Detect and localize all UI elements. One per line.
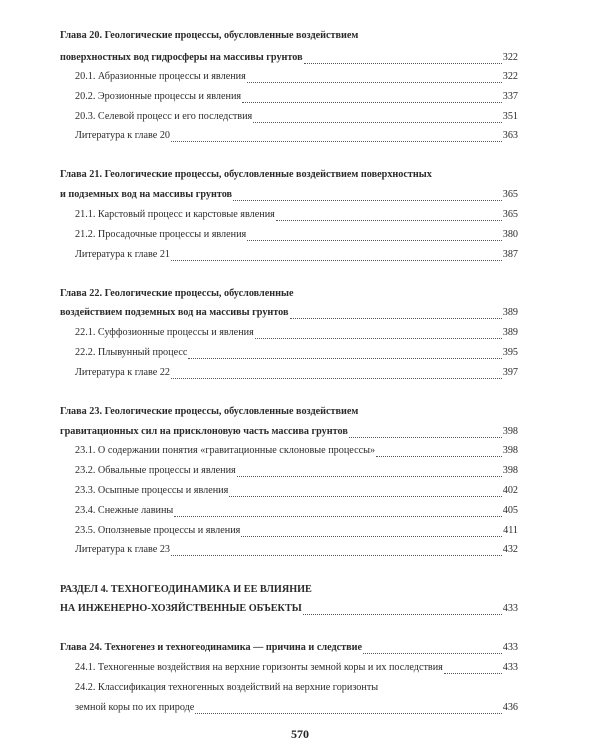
dot-leader bbox=[290, 309, 502, 319]
toc-entry-page: 387 bbox=[502, 249, 518, 260]
toc-entry bbox=[60, 306, 518, 320]
dot-leader bbox=[195, 704, 501, 714]
toc-entry bbox=[75, 110, 518, 124]
toc-entry-page: 365 bbox=[502, 209, 518, 220]
toc-entry-title: РАЗДЕЛ 4. ТЕХНОГЕОДИНАМИКА И ЕЕ ВЛИЯНИЕ bbox=[60, 584, 312, 595]
toc-entry bbox=[75, 701, 518, 715]
toc-entry-title: Глава 20. Геологические процессы, обусловленные воздействием bbox=[60, 30, 359, 41]
toc-entry-title: гравитационных сил на присклоновую часть массива грунтов bbox=[60, 426, 348, 437]
toc-entry-title: воздействием подземных вод на массивы грунтов bbox=[60, 307, 289, 318]
toc-entry-title: Глава 22. Геологические процессы, обусловленные bbox=[60, 288, 294, 299]
toc-entry-title: 23.1. О содержании понятия «гравитационные склоновые процессы» bbox=[75, 445, 376, 456]
dot-leader bbox=[255, 329, 502, 339]
toc-entry-title: 22.1. Суффозионные процессы и явления bbox=[75, 327, 254, 338]
toc-entry-title: 24.2. Классификация техногенных воздействий на верхние горизонты bbox=[75, 682, 379, 693]
toc-entry-title: и подземных вод на массивы грунтов bbox=[60, 189, 233, 200]
toc-entry-title: 20.2. Эрозионные процессы и явления bbox=[75, 91, 242, 102]
toc-entry-title: 20.3. Селевой процесс и его последствия bbox=[75, 111, 253, 122]
dot-leader bbox=[304, 54, 502, 64]
toc-entry bbox=[60, 583, 518, 597]
toc-entry-page: 433 bbox=[502, 603, 518, 614]
dot-leader bbox=[247, 73, 502, 83]
dot-leader bbox=[171, 369, 502, 379]
toc-entry bbox=[75, 346, 518, 360]
toc-entry-page: 433 bbox=[502, 662, 518, 673]
toc-entry bbox=[75, 464, 518, 478]
toc-entry-title: 23.2. Обвальные процессы и явления bbox=[75, 465, 236, 476]
dot-leader bbox=[229, 487, 501, 497]
toc-entry-title: Литература к главе 22 bbox=[75, 367, 171, 378]
toc-entry-page: 405 bbox=[502, 505, 518, 516]
toc-entry-page: 389 bbox=[502, 327, 518, 338]
dot-leader bbox=[242, 93, 502, 103]
toc-entry-page: 322 bbox=[502, 71, 518, 82]
toc-entry bbox=[75, 70, 518, 84]
toc-entry bbox=[60, 602, 518, 616]
toc-entry bbox=[75, 228, 518, 242]
toc-entry-page: 337 bbox=[502, 91, 518, 102]
toc-entry bbox=[75, 484, 518, 498]
toc-entry-title: поверхностных вод гидросферы на массивы грунтов bbox=[60, 52, 303, 63]
toc-entry bbox=[75, 524, 518, 538]
toc-entry-title: Глава 23. Геологические процессы, обусловленные воздействием bbox=[60, 406, 359, 417]
toc-entry-title: 23.5. Оползневые процессы и явления bbox=[75, 525, 241, 536]
page-number: 570 bbox=[291, 727, 309, 741]
toc-entry bbox=[60, 287, 518, 301]
toc-entry-page: 398 bbox=[502, 465, 518, 476]
toc-entry-page: 365 bbox=[502, 189, 518, 200]
dot-leader bbox=[376, 447, 502, 457]
dot-leader bbox=[241, 527, 502, 537]
toc-entry bbox=[60, 641, 518, 655]
dot-leader bbox=[171, 132, 502, 142]
dot-leader bbox=[237, 467, 502, 477]
toc-entry-title: Глава 21. Геологические процессы, обусловленные воздействием поверхностных bbox=[60, 169, 432, 180]
toc-entry-page: 411 bbox=[503, 525, 518, 536]
toc-entry bbox=[75, 661, 518, 675]
toc-entry-title: 23.3. Осыпные процессы и явления bbox=[75, 485, 229, 496]
toc-entry-title: 23.4. Снежные лавины bbox=[75, 505, 174, 516]
toc-entry bbox=[75, 504, 518, 518]
dot-leader bbox=[233, 191, 502, 201]
dot-leader bbox=[247, 231, 501, 241]
toc-entry-title: 22.2. Плывунный процесс bbox=[75, 347, 188, 358]
toc-entry bbox=[60, 405, 518, 419]
toc-entry-title: 21.2. Просадочные процессы и явления bbox=[75, 229, 247, 240]
toc-entry-page: 363 bbox=[502, 130, 518, 141]
toc-entry-page: 395 bbox=[502, 347, 518, 358]
toc-entry-page: 322 bbox=[502, 52, 518, 63]
dot-leader bbox=[276, 211, 502, 221]
dot-leader bbox=[303, 605, 502, 615]
toc-entry-page: 398 bbox=[502, 445, 518, 456]
toc-entry-title: Глава 24. Техногенез и техногеодинамика — причина и следствие bbox=[60, 642, 363, 653]
toc-entry bbox=[75, 681, 518, 695]
toc-entry bbox=[60, 188, 518, 202]
dot-leader bbox=[174, 507, 501, 517]
toc-entry-page: 436 bbox=[502, 702, 518, 713]
dot-leader bbox=[363, 644, 502, 654]
toc-entry-title: 24.1. Техногенные воздействия на верхние горизонты земной коры и их последствия bbox=[75, 662, 443, 673]
toc-entry bbox=[60, 51, 518, 65]
toc-entry bbox=[75, 326, 518, 340]
toc-entry-title: Литература к главе 21 bbox=[75, 249, 171, 260]
toc-entry bbox=[75, 90, 518, 104]
toc-entry-title: НА ИНЖЕНЕРНО-ХОЗЯЙСТВЕННЫЕ ОБЪЕКТЫ bbox=[60, 603, 302, 614]
toc-entry-page: 397 bbox=[502, 367, 518, 378]
toc-entry-title: Литература к главе 23 bbox=[75, 544, 171, 555]
toc-entry-title: Литература к главе 20 bbox=[75, 130, 171, 141]
toc-entry bbox=[75, 208, 518, 222]
toc-entry bbox=[75, 129, 518, 143]
dot-leader bbox=[349, 428, 502, 438]
dot-leader bbox=[444, 664, 502, 674]
toc-entry-page: 433 bbox=[502, 642, 518, 653]
toc-entry-title: 20.1. Абразионные процессы и явления bbox=[75, 71, 246, 82]
toc-entry-title: 21.1. Карстовый процесс и карстовые явления bbox=[75, 209, 275, 220]
dot-leader bbox=[188, 349, 501, 359]
toc-entry bbox=[75, 366, 518, 380]
toc-entry bbox=[60, 425, 518, 439]
toc-entry bbox=[75, 444, 518, 458]
toc-entry bbox=[75, 543, 518, 557]
toc-entry-title: земной коры по их природе bbox=[75, 702, 195, 713]
dot-leader bbox=[253, 113, 501, 123]
toc-entry bbox=[60, 29, 518, 43]
toc-entry-page: 402 bbox=[502, 485, 518, 496]
toc-entry-page: 389 bbox=[502, 307, 518, 318]
toc-entry bbox=[60, 168, 518, 182]
dot-leader bbox=[171, 251, 502, 261]
toc-entry-page: 351 bbox=[502, 111, 518, 122]
toc-entry-page: 380 bbox=[502, 229, 518, 240]
toc-entry-page: 398 bbox=[502, 426, 518, 437]
dot-leader bbox=[171, 546, 502, 556]
toc-entry-page: 432 bbox=[502, 544, 518, 555]
toc-entry bbox=[75, 248, 518, 262]
